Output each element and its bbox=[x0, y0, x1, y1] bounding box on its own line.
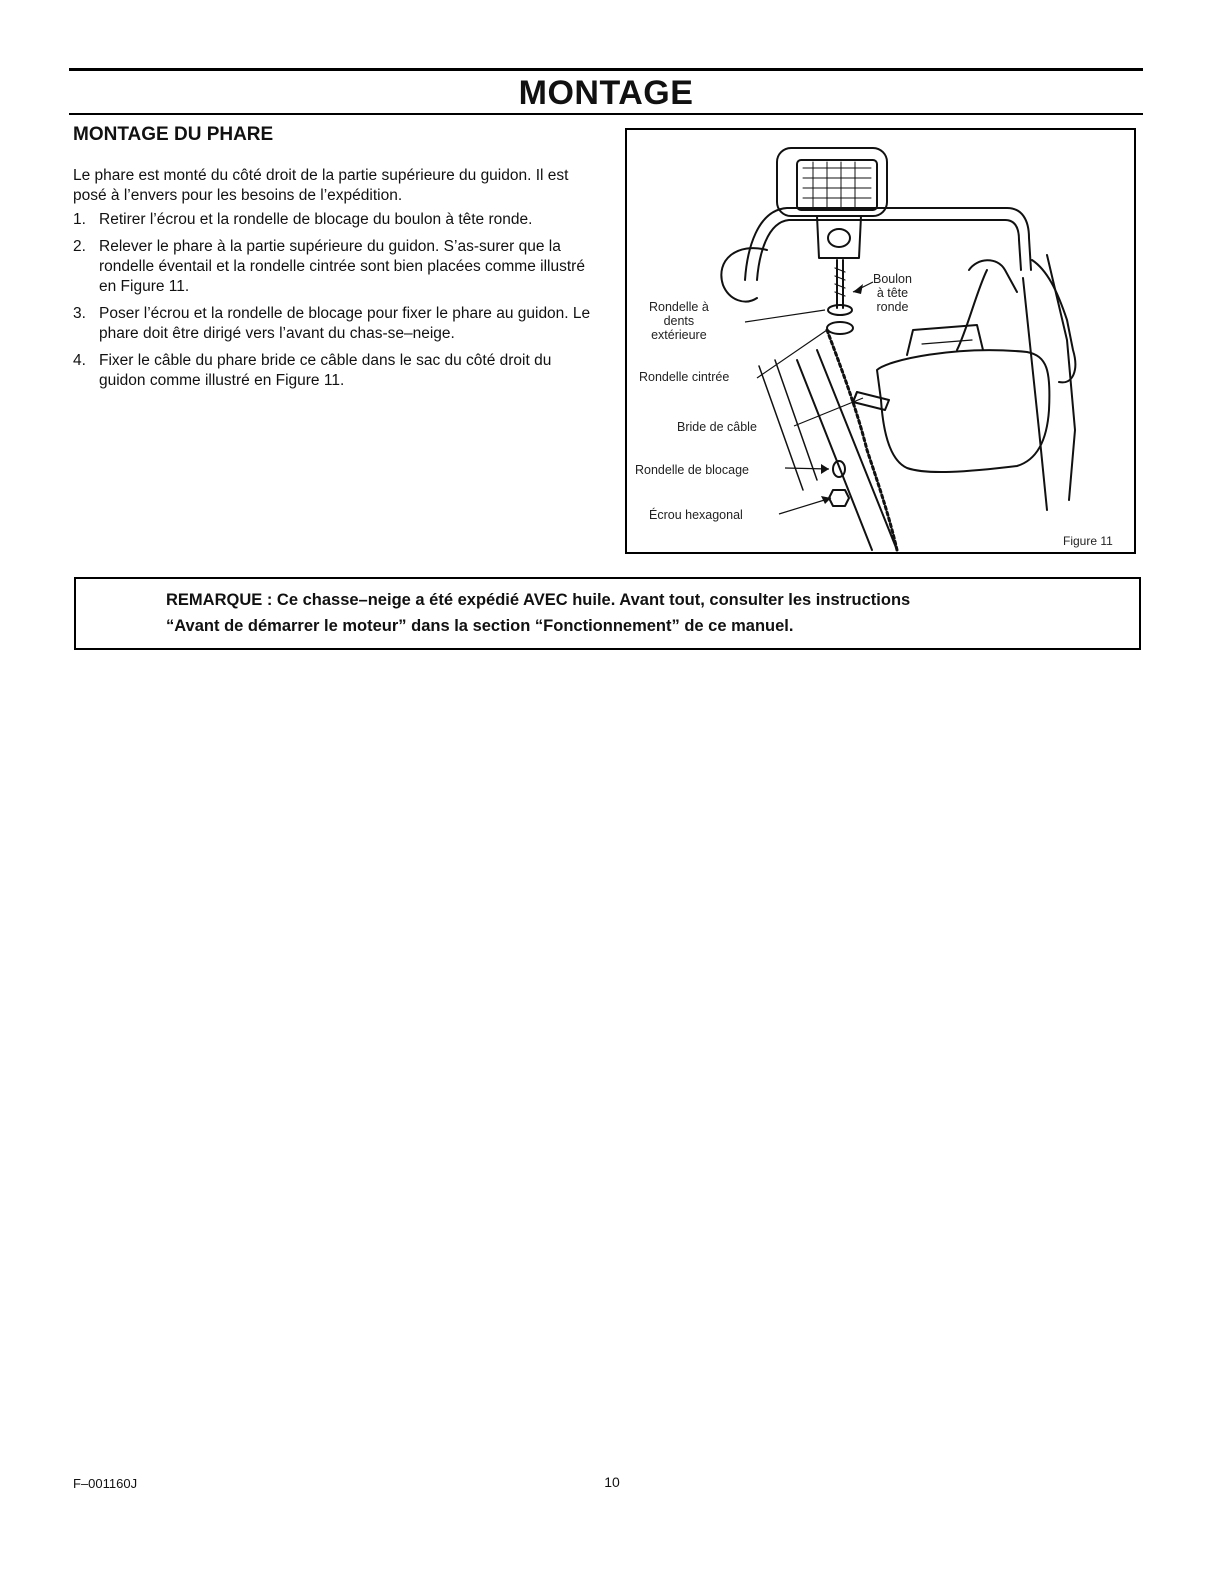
step-number: 3. bbox=[73, 305, 86, 322]
label-rondelle-blocage: Rondelle de blocage bbox=[635, 463, 749, 477]
label-line: Rondelle à bbox=[649, 300, 709, 314]
figure-caption: Figure 11 bbox=[1063, 534, 1113, 548]
label-line: Boulon bbox=[873, 272, 912, 286]
list-item bbox=[73, 304, 595, 344]
note-line-2: “Avant de démarrer le moteur” dans la section “Fonctionnement” de ce manuel. bbox=[166, 617, 794, 635]
section-heading: MONTAGE DU PHARE bbox=[73, 124, 274, 145]
label-line: à tête bbox=[876, 286, 909, 300]
label-rondelle-cintree: Rondelle cintrée bbox=[639, 370, 730, 384]
steps-list bbox=[73, 210, 595, 398]
page-number: 10 bbox=[604, 1474, 620, 1490]
note-line-1: REMARQUE : Ce chasse–neige a été expédié AVEC huile. Avant tout, consulter les instructions bbox=[166, 591, 911, 609]
step-text: Retirer l’écrou et la rondelle de blocage du boulon à tête ronde. bbox=[99, 211, 533, 228]
page-title: MONTAGE bbox=[518, 74, 694, 112]
list-item bbox=[73, 210, 595, 230]
step-text: Relever le phare à la partie supérieure du guidon. S’as-surer que la rondelle éventail et la rondelle cintrée sont bien placées comme illustré en Figure 11. bbox=[99, 238, 585, 295]
label-bride-cable: Bride de câble bbox=[677, 420, 757, 434]
step-text: Poser l’écrou et la rondelle de blocage pour fixer le phare au guidon. Le phare doit être dirigé vers l’avant du chas-se–neige. bbox=[99, 305, 591, 342]
step-text: Fixer le câble du phare bride ce câble dans le sac du côté droit du guidon comme illustré en Figure 11. bbox=[99, 352, 552, 389]
label-line: extérieure bbox=[651, 328, 707, 342]
label-line: dents bbox=[663, 314, 695, 328]
step-number: 1. bbox=[73, 211, 86, 228]
step-number: 2. bbox=[73, 238, 86, 255]
figure-11 bbox=[625, 128, 1136, 554]
header-rule-bottom bbox=[69, 113, 1143, 115]
list-item bbox=[73, 351, 595, 391]
headlight-assembly-illustration bbox=[627, 130, 1136, 554]
label-line: ronde bbox=[876, 300, 909, 314]
header-rule-top bbox=[69, 68, 1143, 71]
label-rondelle-dents bbox=[649, 300, 709, 342]
list-item bbox=[73, 237, 595, 297]
document-code: F–001160J bbox=[73, 1476, 138, 1491]
intro-paragraph: Le phare est monté du côté droit de la partie supérieure du guidon. Il est posé à l’envers pour les besoins de l’expédition. bbox=[73, 167, 569, 204]
note-box bbox=[74, 577, 1141, 650]
label-boulon bbox=[873, 272, 912, 314]
step-number: 4. bbox=[73, 352, 86, 369]
label-ecrou-hexagonal: Écrou hexagonal bbox=[649, 508, 743, 522]
